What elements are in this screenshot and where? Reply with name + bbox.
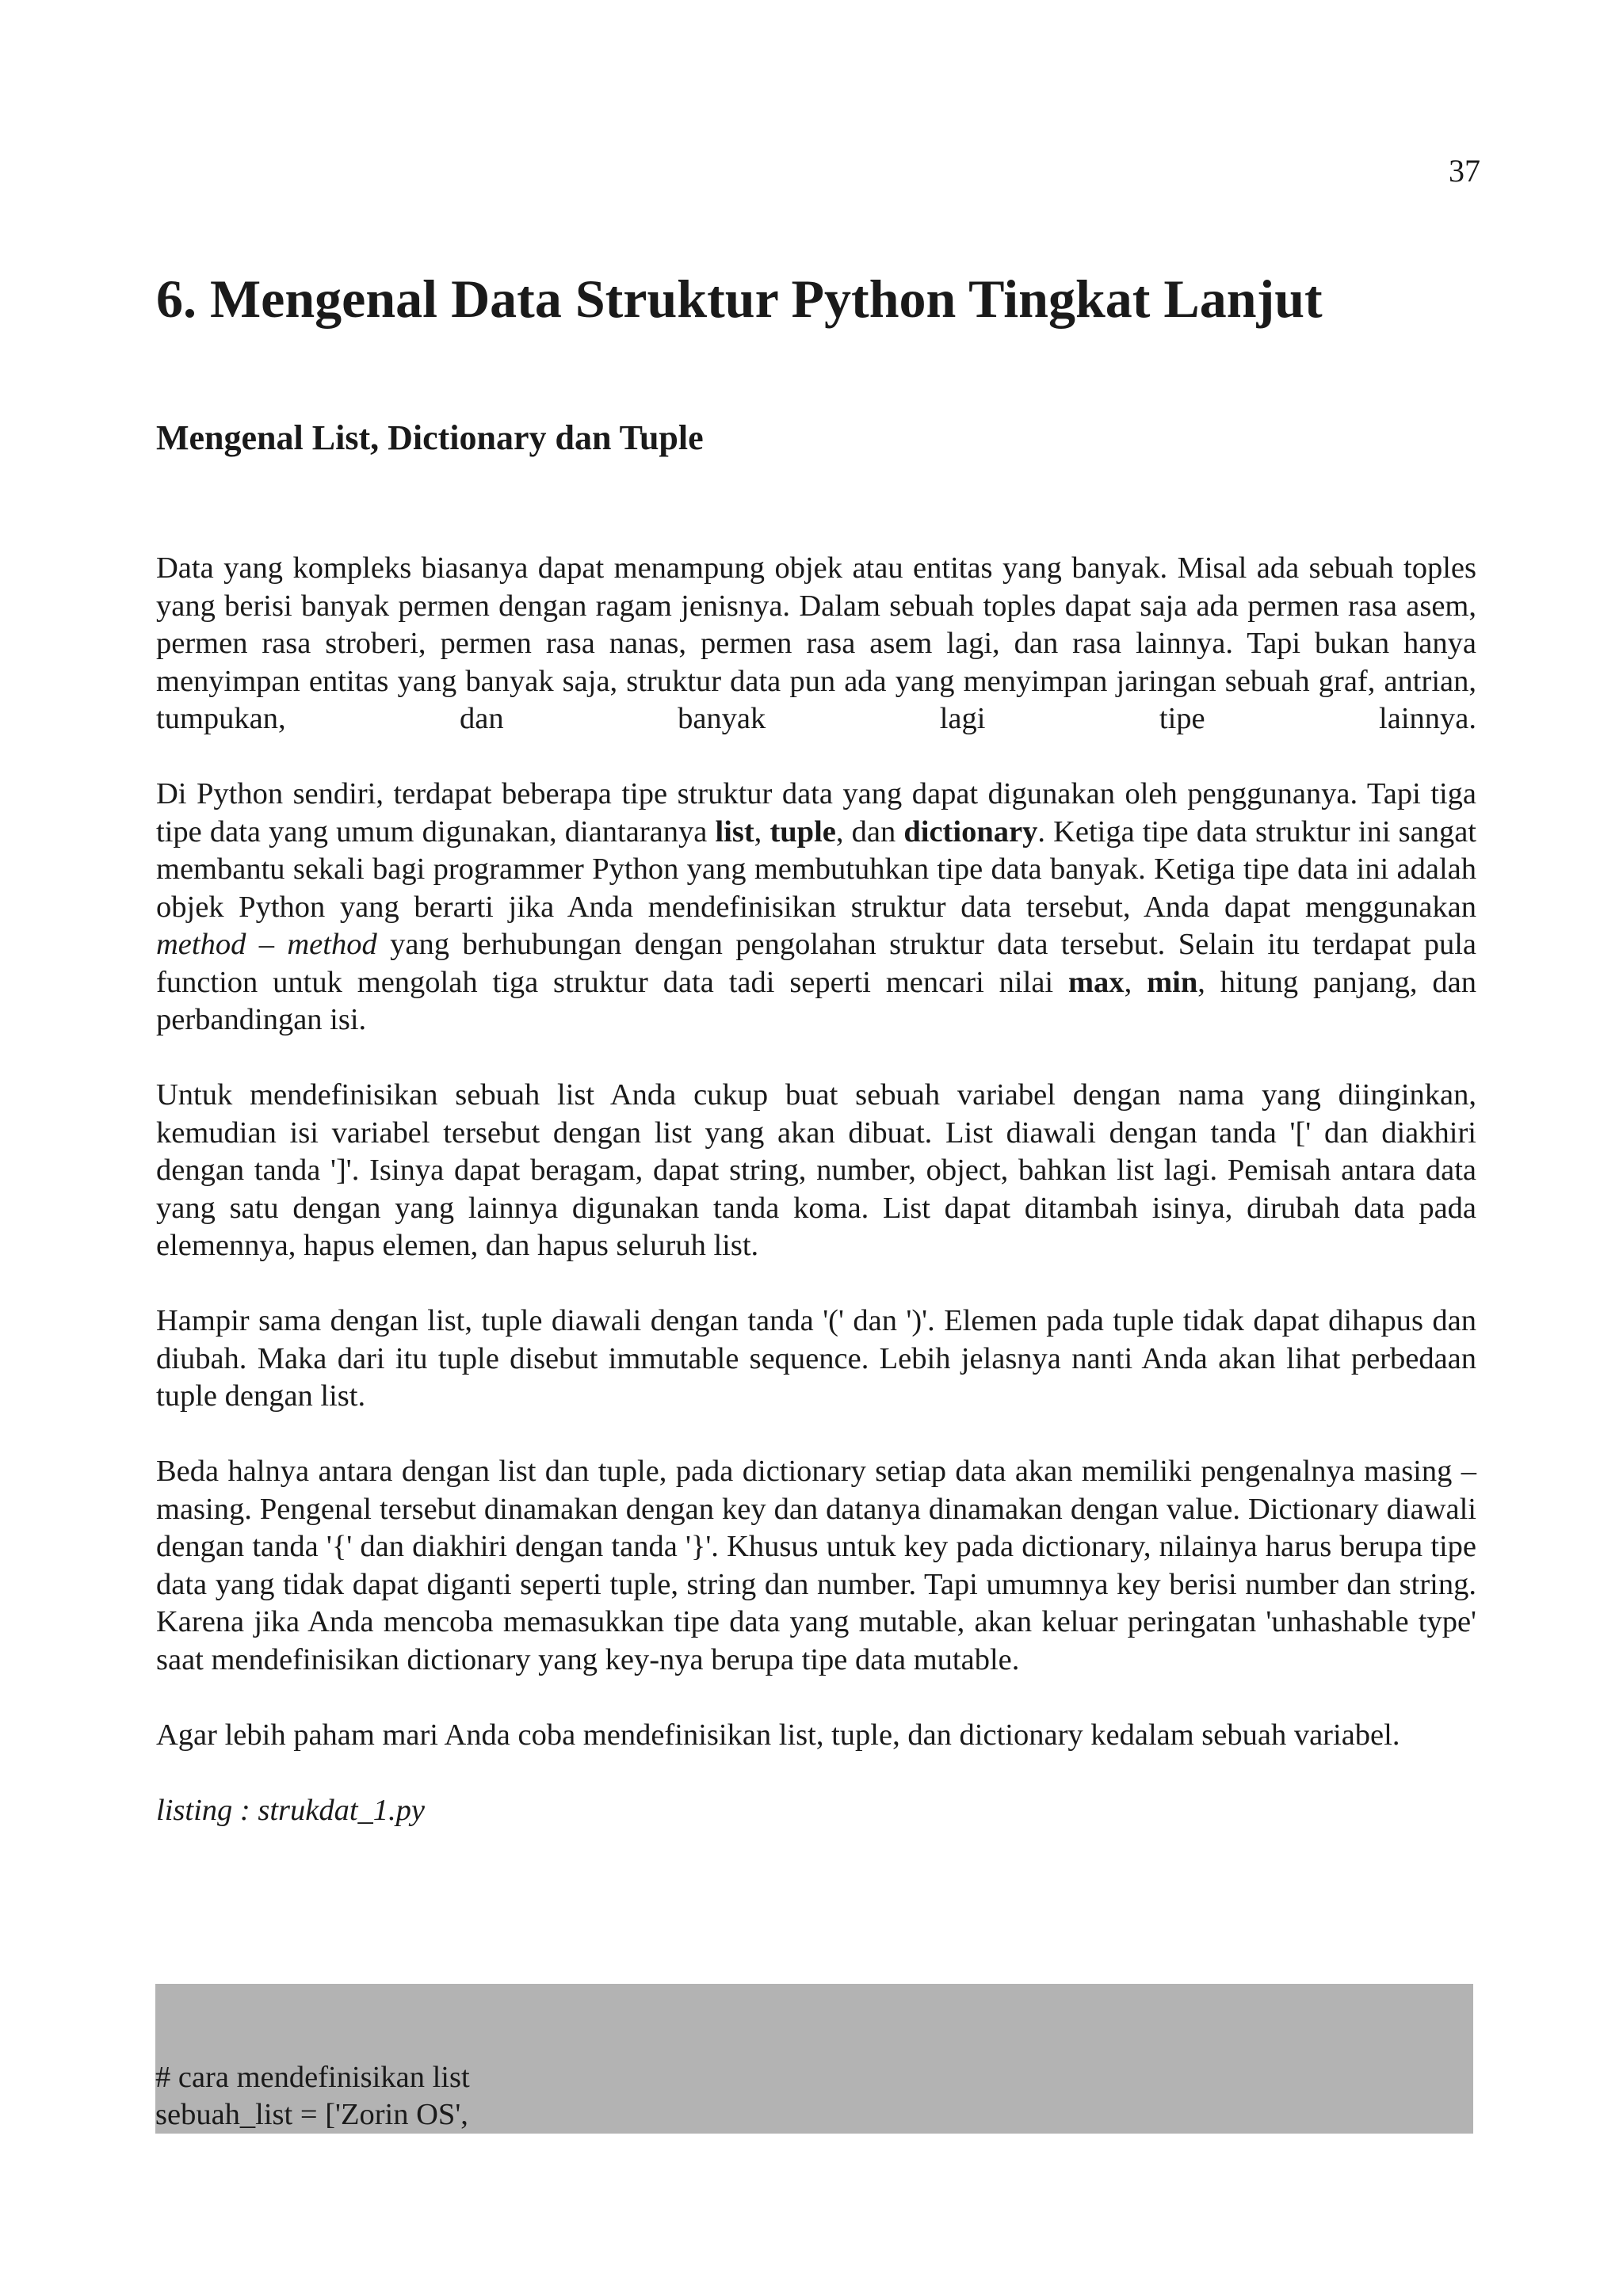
term-method: method – method [156, 928, 377, 961]
paragraph-python-types [156, 776, 1476, 1039]
text-run: , dan [835, 814, 904, 849]
code-line: # cara mendefinisikan list [155, 2061, 470, 2094]
term-max: max [1067, 965, 1125, 999]
term-min: min [1147, 965, 1198, 999]
listing-label: listing : strukdat_1.py [156, 1793, 425, 1827]
code-line: sebuah_list = ['Zorin OS', [155, 2098, 468, 2131]
text-run: Di Python sendiri, terdapat beberapa tipe struktur data yang dapat digunakan oleh penggunanya. Tapi tiga tipe data yang umum digunakan, diantaranya [156, 777, 1476, 849]
paragraph-intro: Data yang kompleks biasanya dapat menampung objek atau entitas yang banyak. Misal ada sebuah toples yang berisi banyak permen dengan ragam jenisnya. Dalam sebuah toples dapat saja ada permen rasa asem, permen rasa stroberi, permen rasa nanas, permen rasa asem lagi, dan rasa lainnya. Tapi bukan hanya menyimpan entitas yang banyak saja, struktur data pun ada yang menyimpan jaringan sebuah graf, antrian, tumpukan, dan banyak lagi tipe lainnya. [156, 551, 1476, 735]
paragraph-tuple: Hampir sama dengan list, tuple diawali dengan tanda '(' dan ')'. Elemen pada tuple tidak dapat dihapus dan diubah. Maka dari itu tuple disebut immutable sequence. Lebih jelasnya nanti Anda akan lihat perbedaan tuple dengan list. [156, 1304, 1476, 1413]
paragraph-try: Agar lebih paham mari Anda coba mendefinisikan list, tuple, dan dictionary kedalam sebuah variabel. [156, 1718, 1400, 1752]
term-dictionary: dictionary [903, 814, 1038, 849]
text-run: . Ketiga tipe data struktur ini sangat membantu sekali bagi programmer Python yang membutuhkan tipe data banyak. Ketiga tipe data ini adalah objek Python yang berarti jika Anda mendefinisikan struktur data tersebut, Anda dapat menggunakan [156, 814, 1477, 924]
section-title: Mengenal List, Dictionary dan Tuple [156, 418, 704, 457]
body-text [156, 550, 1476, 1829]
chapter-title: 6. Mengenal Data Struktur Python Tingkat Lanjut [156, 269, 1323, 329]
term-tuple: tuple [769, 814, 836, 849]
page-number: 37 [1449, 153, 1480, 189]
term-list: list [715, 814, 754, 849]
paragraph-list: Untuk mendefinisikan sebuah list Anda cukup buat sebuah variabel dengan nama yang diinginkan, kemudian isi variabel tersebut dengan list yang akan dibuat. List diawali dengan tanda '[' dan diakhiri dengan tanda ']'. Isinya dapat beragam, dapat string, number, object, bahkan list lagi. Pemisah antara data yang satu dengan yang lainnya digunakan tanda koma. List dapat ditambah isinya, dirubah data pada elemennya, hapus elemen, dan hapus seluruh list. [156, 1078, 1476, 1262]
code-block [155, 1984, 1473, 2134]
text-run: , [754, 814, 770, 849]
paragraph-dictionary: Beda halnya antara dengan list dan tuple, pada dictionary setiap data akan memiliki pengenalnya masing – masing. Pengenal tersebut dinamakan dengan key dan datanya dinamakan dengan value. Dictionary diawali dengan tanda '{' dan diakhiri dengan tanda '}'. Khusus untuk key pada dictionary, nilainya harus berupa tipe data yang tidak dapat diganti seperti tuple, string dan number. Tapi umumnya key berisi number dan string. Karena jika Anda mencoba memasukkan tipe data yang mutable, akan keluar peringatan 'unhashable type' saat mendefinisikan dictionary yang key-nya berupa tipe data mutable. [156, 1455, 1476, 1676]
text-run: , [1124, 965, 1148, 999]
text-run: yang berhubungan dengan pengolahan struktur data tersebut. Selain itu terdapat pula function untuk mengolah tiga struktur data tadi seperti mencari nilai [156, 928, 1476, 999]
text-run: , hitung panjang, dan perbandingan isi. [156, 965, 1477, 1036]
